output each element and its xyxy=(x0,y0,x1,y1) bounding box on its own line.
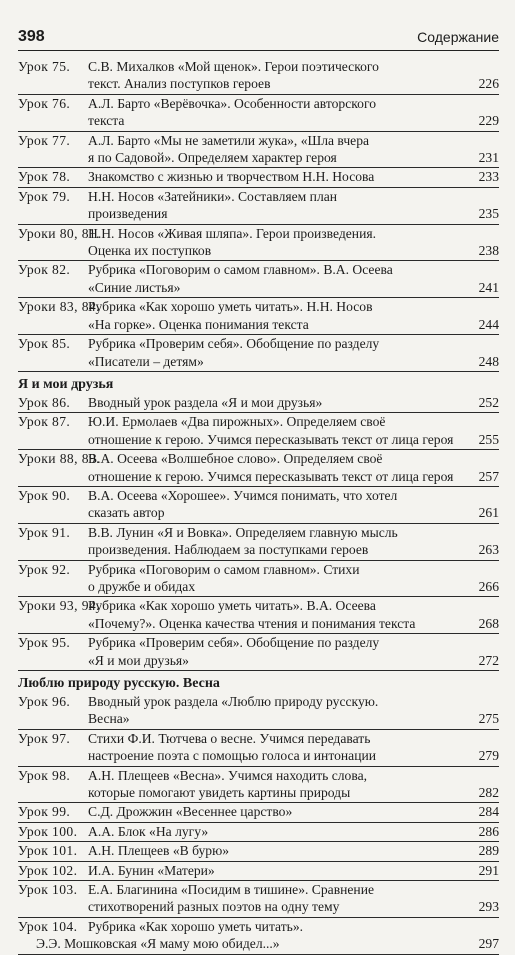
lesson-title: С.Д. Дрожжин «Весеннее царство» xyxy=(88,804,293,820)
toc-entry xyxy=(18,95,499,132)
lesson-title: Ю.И. Ермолаев «Два пирожных». Определяем своё xyxy=(88,414,386,430)
toc-entry xyxy=(18,188,499,225)
toc-line xyxy=(18,597,499,614)
section-heading: Я и мои друзья xyxy=(18,376,114,392)
toc-line xyxy=(18,898,499,915)
toc-entry xyxy=(18,693,499,730)
page-ref: 268 xyxy=(478,615,499,631)
toc-entry xyxy=(18,918,499,955)
toc-entry xyxy=(18,298,499,335)
toc-entry xyxy=(18,168,499,187)
toc-entry xyxy=(18,487,499,524)
toc-line xyxy=(18,261,499,278)
toc-line xyxy=(18,862,499,879)
section-heading: Люблю природу русскую. Весна xyxy=(18,676,220,691)
lesson-title: текста xyxy=(88,113,125,129)
lesson-label: Урок 98. xyxy=(18,767,71,783)
lesson-title: А.Л. Барто «Мы не заметили жука», «Шла вчера xyxy=(88,132,370,148)
page-ref: 235 xyxy=(478,206,499,222)
section-title: Содержание xyxy=(417,29,499,45)
lesson-title: «На горке». Оценка понимания текста xyxy=(88,316,309,332)
lesson-title: Стихи Ф.И. Тютчева о весне. Учимся передавать xyxy=(88,730,371,746)
toc-line xyxy=(18,413,499,430)
lesson-label: Урок 87. xyxy=(18,414,71,430)
toc-entry xyxy=(18,58,499,95)
lesson-title: стихотворений разных поэтов на одну тему xyxy=(88,899,340,915)
lesson-label: Урок 103. xyxy=(18,882,78,898)
lesson-label: Урок 101. xyxy=(18,843,78,859)
toc-line xyxy=(18,95,499,112)
table-of-contents xyxy=(18,58,499,955)
lesson-title: И.А. Бунин «Матери» xyxy=(88,862,215,878)
toc-line xyxy=(18,58,499,75)
toc-line xyxy=(18,279,499,296)
page-ref: 257 xyxy=(478,468,499,484)
page-ref: 293 xyxy=(478,899,499,915)
toc-entry xyxy=(18,767,499,804)
lesson-title: я по Садовой». Определяем характер героя xyxy=(88,150,337,166)
page-ref: 261 xyxy=(478,505,499,521)
lesson-title: А.А. Блок «На лугу» xyxy=(88,823,209,839)
lesson-title: В.А. Осеева «Волшебное слово». Определяем своё xyxy=(88,451,383,467)
toc-line xyxy=(18,112,499,129)
toc-entry xyxy=(18,450,499,487)
page-number: 398 xyxy=(18,28,45,45)
page-ref: 275 xyxy=(478,711,499,727)
lesson-title: «Я и мои друзья» xyxy=(88,652,189,668)
lesson-title: Рубрика «Проверим себя». Обобщение по разделу xyxy=(88,635,380,651)
lesson-label: Урок 86. xyxy=(18,394,71,410)
toc-line xyxy=(18,524,499,541)
toc-line xyxy=(18,747,499,764)
lesson-title: Е.А. Благинина «Посидим в тишине». Сравнение xyxy=(88,882,374,898)
toc-line xyxy=(18,298,499,315)
page-ref: 255 xyxy=(478,431,499,447)
toc-entry xyxy=(18,335,499,372)
toc-entry xyxy=(18,881,499,918)
lesson-title: произведения xyxy=(88,206,168,222)
page-ref: 291 xyxy=(478,862,499,878)
lesson-label: Урок 91. xyxy=(18,524,71,540)
lesson-title: настроение поэта с помощью голоса и интонации xyxy=(88,748,377,764)
lesson-title: произведения. Наблюдаем за поступками героев xyxy=(88,542,369,558)
lesson-label: Уроки 88, 89. xyxy=(18,451,100,467)
lesson-title: сказать автор xyxy=(88,505,165,521)
toc-line xyxy=(18,615,499,632)
lesson-title: «Почему?». Оценка качества чтения и понимания текста xyxy=(88,615,416,631)
toc-line xyxy=(18,935,499,952)
toc-line xyxy=(18,541,499,558)
page-ref: 229 xyxy=(478,113,499,129)
lesson-title: Весна» xyxy=(88,711,130,727)
page-ref: 297 xyxy=(478,936,499,952)
toc-line xyxy=(18,149,499,166)
toc-line xyxy=(18,75,499,92)
toc-line xyxy=(18,205,499,222)
toc-entry xyxy=(18,730,499,767)
toc-entry xyxy=(18,413,499,450)
lesson-title: о дружбе и обидах xyxy=(88,578,196,594)
toc-line xyxy=(18,634,499,651)
toc-line xyxy=(18,710,499,727)
toc-line xyxy=(18,881,499,898)
toc-line xyxy=(18,918,499,935)
page-ref: 272 xyxy=(478,652,499,668)
lesson-title: «Синие листья» xyxy=(88,279,181,295)
page-header xyxy=(18,28,499,51)
lesson-title: А.Л. Барто «Верёвочка». Особенности авторского xyxy=(88,95,377,111)
page-ref: 248 xyxy=(478,353,499,369)
toc-entry xyxy=(18,561,499,598)
lesson-label: Урок 85. xyxy=(18,336,71,352)
lesson-label: Уроки 83, 84. xyxy=(18,299,100,315)
lesson-title: отношение к герою. Учимся пересказывать текст от лица героя xyxy=(88,468,454,484)
lesson-label: Урок 77. xyxy=(18,132,71,148)
toc-line xyxy=(18,316,499,333)
toc-line xyxy=(18,188,499,205)
toc-line xyxy=(18,561,499,578)
toc-entry xyxy=(18,862,499,881)
lesson-title: В.А. Осеева «Хорошее». Учимся понимать, что хотел xyxy=(88,487,398,503)
toc-line xyxy=(18,353,499,370)
lesson-title: Оценка их поступков xyxy=(88,243,212,259)
lesson-title: текст. Анализ поступков героев xyxy=(88,76,271,92)
toc-entry xyxy=(18,823,499,842)
toc-entry xyxy=(18,132,499,169)
toc-line xyxy=(18,652,499,669)
page-ref: 244 xyxy=(478,316,499,332)
lesson-label: Урок 82. xyxy=(18,262,71,278)
lesson-title: «Писатели – детям» xyxy=(88,353,204,369)
toc-entry xyxy=(18,803,499,822)
lesson-title: Знакомство с жизнью и творчеством Н.Н. Носова xyxy=(88,169,375,185)
page-ref: 282 xyxy=(478,785,499,801)
lesson-label: Урок 90. xyxy=(18,487,71,503)
toc-line xyxy=(18,168,499,185)
toc-line xyxy=(18,225,499,242)
page-ref: 279 xyxy=(478,748,499,764)
lesson-title: Э.Э. Мошковская «Я маму мою обидел...» xyxy=(36,936,280,952)
toc-line xyxy=(18,823,499,840)
lesson-label: Урок 96. xyxy=(18,694,71,709)
toc-line xyxy=(18,394,499,411)
toc-line xyxy=(18,450,499,467)
page-ref: 233 xyxy=(478,169,499,185)
toc-line xyxy=(18,578,499,595)
toc-line xyxy=(18,487,499,504)
lesson-title: Рубрика «Как хорошо уметь читать». В.А. Осеева xyxy=(88,598,376,614)
lesson-label: Уроки 80, 81. xyxy=(18,225,100,241)
toc-line xyxy=(18,784,499,801)
lesson-label: Урок 79. xyxy=(18,188,71,204)
toc-line xyxy=(18,504,499,521)
lesson-title: Рубрика «Как хорошо уметь читать». Н.Н. Носов xyxy=(88,299,373,315)
toc-line xyxy=(18,242,499,259)
lesson-label: Урок 100. xyxy=(18,823,78,839)
toc-entry xyxy=(18,634,499,671)
lesson-title: отношение к герою. Учимся пересказывать текст от лица героя xyxy=(88,431,454,447)
lesson-title: В.В. Лунин «Я и Вовка». Определяем главную мысль xyxy=(88,524,398,540)
toc-line xyxy=(18,693,499,710)
page-ref: 252 xyxy=(478,394,499,410)
page-ref: 289 xyxy=(478,843,499,859)
lesson-label: Урок 95. xyxy=(18,635,71,651)
lesson-title: Рубрика «Проверим себя». Обобщение по разделу xyxy=(88,336,380,352)
lesson-label: Урок 92. xyxy=(18,561,71,577)
page-ref: 238 xyxy=(478,243,499,259)
lesson-label: Урок 99. xyxy=(18,804,71,820)
entry-divider xyxy=(18,371,499,372)
entry-divider xyxy=(18,670,499,671)
lesson-label: Урок 97. xyxy=(18,730,71,746)
lesson-label: Урок 78. xyxy=(18,169,71,185)
lesson-title: С.В. Михалков «Мой щенок». Герои поэтического xyxy=(88,59,379,74)
lesson-title: Рубрика «Поговорим о самом главном». Стихи xyxy=(88,561,360,577)
toc-entry xyxy=(18,225,499,262)
lesson-title: Рубрика «Как хорошо уметь читать». xyxy=(88,918,304,934)
lesson-label: Урок 104. xyxy=(18,918,78,934)
toc-line xyxy=(18,767,499,784)
page-ref: 241 xyxy=(478,279,499,295)
page-ref: 231 xyxy=(478,150,499,166)
lesson-label: Уроки 93, 94. xyxy=(18,598,100,614)
lesson-title: Вводный урок раздела «Люблю природу русскую. xyxy=(88,694,379,709)
lesson-title: Рубрика «Поговорим о самом главном». В.А. Осеева xyxy=(88,262,393,278)
toc-entry xyxy=(18,597,499,634)
toc-line xyxy=(18,468,499,485)
toc-entry xyxy=(18,394,499,413)
lesson-label: Урок 75. xyxy=(18,59,71,74)
toc-entry xyxy=(18,842,499,861)
lesson-title: Н.Н. Носов «Живая шляпа». Герои произведения. xyxy=(88,225,376,241)
lesson-title: Вводный урок раздела «Я и мои друзья» xyxy=(88,394,323,410)
toc-line xyxy=(18,730,499,747)
toc-line xyxy=(18,842,499,859)
page-ref: 226 xyxy=(478,76,499,92)
lesson-title: которые помогают увидеть картины природы xyxy=(88,785,351,801)
lesson-title: А.Н. Плещеев «В бурю» xyxy=(88,843,230,859)
lesson-label: Урок 102. xyxy=(18,862,78,878)
lesson-title: А.Н. Плещеев «Весна». Учимся находить слова, xyxy=(88,767,368,783)
page-ref: 284 xyxy=(478,804,499,820)
lesson-label: Урок 76. xyxy=(18,95,71,111)
page-ref: 266 xyxy=(478,578,499,594)
page-ref: 286 xyxy=(478,823,499,839)
toc-entry xyxy=(18,524,499,561)
lesson-title: Н.Н. Носов «Затейники». Составляем план xyxy=(88,188,338,204)
toc-line xyxy=(18,803,499,820)
toc-entry xyxy=(18,261,499,298)
toc-line xyxy=(18,431,499,448)
page-ref: 263 xyxy=(478,542,499,558)
toc-line xyxy=(18,335,499,352)
toc-line xyxy=(18,132,499,149)
